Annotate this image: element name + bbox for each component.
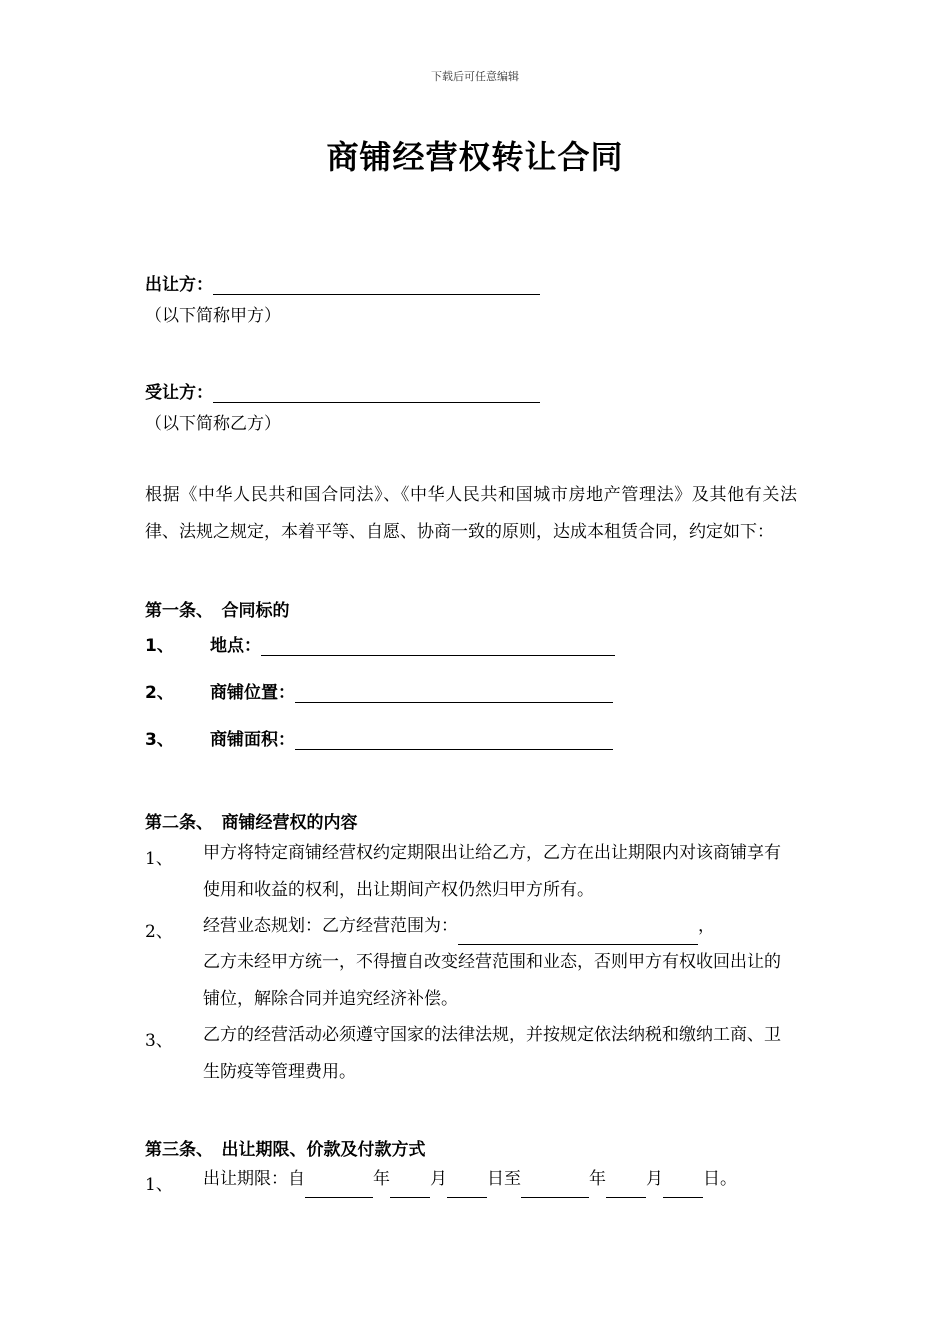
party-b-row (145, 378, 540, 403)
shop-position-label: 商铺位置： (210, 683, 295, 703)
article1-item2 (210, 678, 613, 703)
article2-item2-num: 2、 (145, 922, 173, 942)
comma: ， (698, 916, 715, 936)
end-day-blank[interactable] (663, 1175, 703, 1198)
start-day-blank[interactable] (447, 1175, 487, 1198)
party-b-blank[interactable] (213, 382, 540, 403)
end-month-blank[interactable] (606, 1175, 646, 1198)
term-prefix: 出让期限：自 (203, 1169, 305, 1189)
article2-item1-num: 1、 (145, 849, 173, 869)
party-a-note: （以下简称甲方） (145, 306, 281, 326)
article2-item3-text: 乙方的经营活动必须遵守国家的法律法规，并按规定依法纳税和缴纳工商、卫生防疫等管理费用。 (203, 1025, 781, 1082)
location-label: 地点： (210, 636, 261, 656)
business-scope-blank[interactable] (458, 922, 698, 945)
article2-item2-text: 乙方未经甲方统一，不得擅自改变经营范围和业态，否则甲方有权收回出让的铺位，解除合同并追究经济补偿。 (203, 952, 781, 1009)
day-label-2: 日。 (703, 1169, 737, 1189)
year-label-2: 年 (589, 1169, 606, 1189)
article1-item3 (210, 725, 613, 750)
location-blank[interactable] (261, 635, 615, 656)
article3-item1-num: 1、 (145, 1175, 173, 1195)
month-label-1: 月 (430, 1169, 447, 1189)
party-a-label: 出让方： (145, 275, 213, 295)
document-title: 商铺经营权转让合同 (326, 138, 624, 176)
header-note: 下载后可任意编辑 (431, 70, 519, 83)
article3-heading: 第三条、 出让期限、价款及付款方式 (145, 1140, 426, 1160)
article1-item2-num: 2、 (145, 683, 174, 703)
day-label-1: 日至 (487, 1169, 521, 1189)
year-label-1: 年 (373, 1169, 390, 1189)
article2-item1-text: 甲方将特定商铺经营权约定期限出让给乙方，乙方在出让期限内对该商铺享有使用和收益的权利，出让期间产权仍然归甲方所有。 (203, 843, 781, 900)
party-a-blank[interactable] (213, 274, 540, 295)
business-scope-label: 经营业态规划：乙方经营范围为： (203, 916, 458, 936)
article2-item3-num: 3、 (145, 1031, 173, 1051)
end-year-blank[interactable] (521, 1175, 589, 1198)
article1-heading: 第一条、 合同标的 (145, 601, 290, 621)
article2-heading: 第二条、 商铺经营权的内容 (145, 813, 358, 833)
article1-item1-num: 1、 (145, 636, 174, 656)
start-month-blank[interactable] (390, 1175, 430, 1198)
preamble-paragraph: 根据《中华人民共和国合同法》、《中华人民共和国城市房地产管理法》及其他有关法律、法规之规定，本着平等、自愿、协商一致的原则，达成本租赁合同，约定如下： (145, 485, 797, 542)
article3-item1-line (203, 1161, 737, 1198)
party-b-label: 受让方： (145, 383, 213, 403)
party-b-note: （以下简称乙方） (145, 414, 281, 434)
shop-area-blank[interactable] (295, 729, 613, 750)
start-year-blank[interactable] (305, 1175, 373, 1198)
article1-item1 (210, 631, 615, 656)
shop-area-label: 商铺面积： (210, 730, 295, 750)
article1-item3-num: 3、 (145, 730, 174, 750)
article2-item2-line1 (203, 908, 715, 945)
party-a-row (145, 270, 540, 295)
shop-position-blank[interactable] (295, 682, 613, 703)
month-label-2: 月 (646, 1169, 663, 1189)
